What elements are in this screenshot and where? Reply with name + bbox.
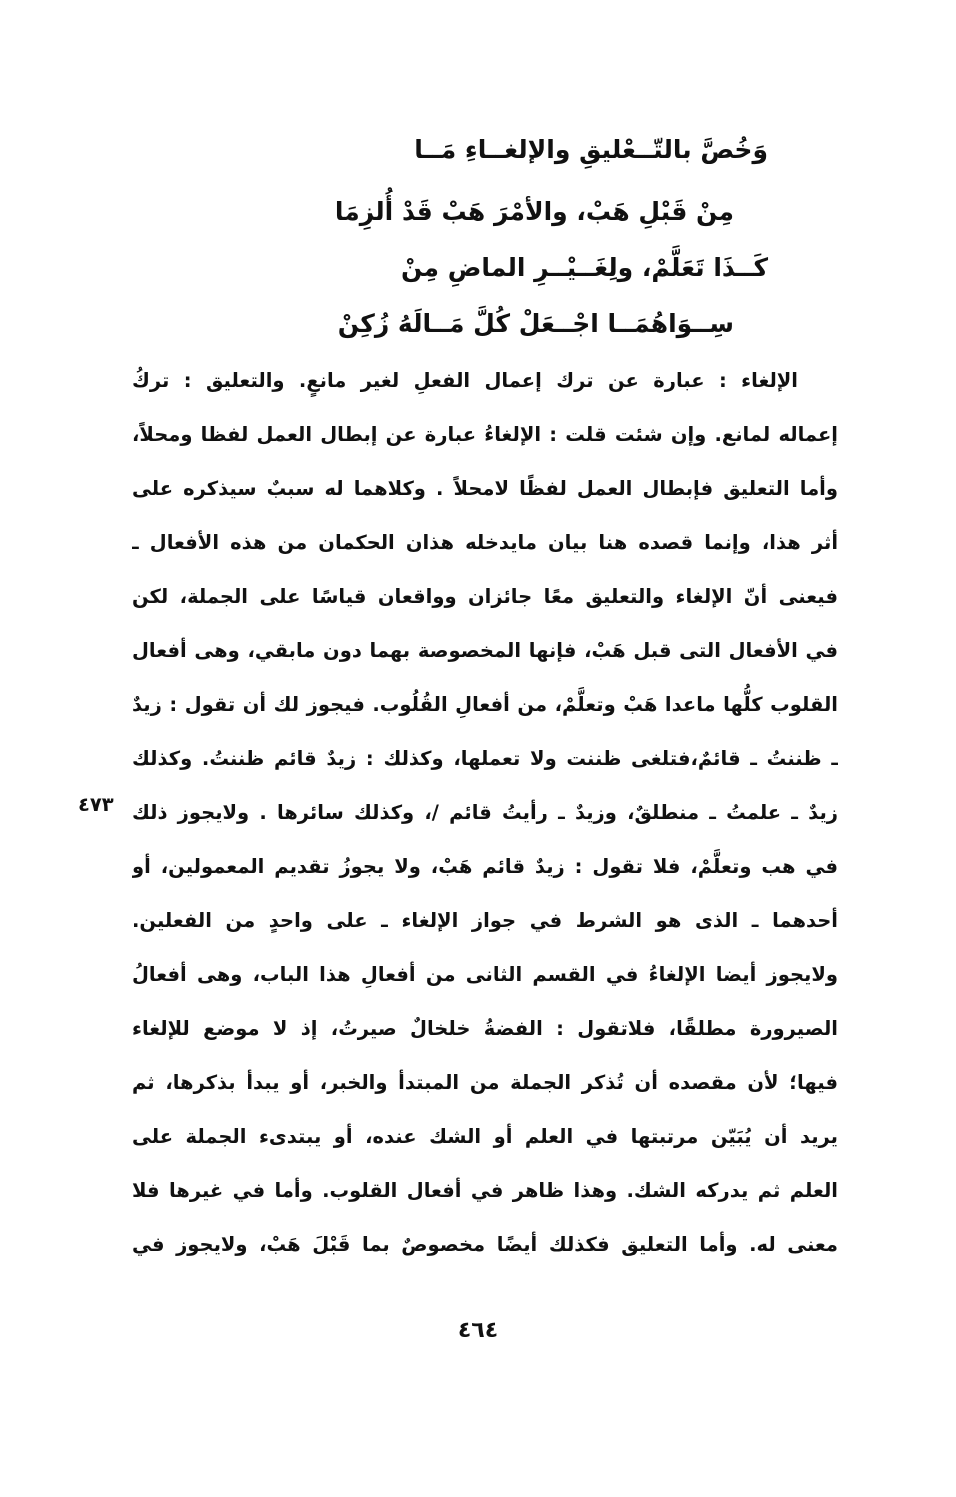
- prose-line: أحدهما ـ الذى هو الشرط في جواز الإلغاء ـ على واحدٍ من الفعلين.: [132, 909, 838, 932]
- prose-line: يريد أن يُبَيّن مرتبتها في العلم أو الشك عنده، أو يبتدىء الجملة على: [132, 1125, 838, 1148]
- prose-line: العلم ثم يدركه الشك. وهذا ظاهر في أفعال القلوب. وأما في غيرها فلا: [132, 1179, 838, 1202]
- prose-line: ـ ظننتُ ـ قائمٌ،فتلغى ظننت ولا تعملها، وكذلك : زيدٌ قائم ظننتُ. وكذلك: [132, 747, 838, 770]
- prose-line: أثر هذا، وإنما قصده هنا بيان مايدخله هذان الحكمان من هذه الأفعال ـ: [132, 531, 838, 554]
- prose-line: الإلغاء : عبارة عن ترك إعمال الفعلِ لغير مانعٍ. والتعليق : تركُ: [132, 369, 798, 392]
- prose-line: فيها؛ لأن مقصده أن تُذكر الجملة من المبتدأ والخبر، أو يبدأ بذكرها، ثم: [132, 1071, 838, 1094]
- margin-folio-number: ٤٧٣: [78, 793, 114, 816]
- prose-line: معنى له. وأما التعليق فكذلك أيضًا مخصوصٌ بما قَبْلَ هَبْ، ولايجوز في: [132, 1233, 838, 1256]
- prose-line: زيدٌ ـ علمتُ ـ منطلقٌ، وزيدٌ ـ رأيتُ قائم /، وكذلك سائرها . ولايجوز ذلك: [132, 801, 838, 824]
- verse-line-3: كَــذَا تَعَلَّمْ، ولِغَــيْــرِ الماضِ مِنْ: [401, 253, 768, 282]
- prose-line: الصيرورة مطلقًا، فلاتقول : الفضةُ خلخالٌ صيرتُ، إذ لا موضع للإلغاء: [132, 1017, 838, 1040]
- prose-line: وأما التعليق فإبطال العمل لفظًا لامحلاً . وكلاهما له سببٌ سيذكره على: [132, 477, 838, 500]
- prose-line: ولايجوز أيضا الإلغاءُ في القسم الثانى من أفعالِ هذا الباب، وهى أفعالُ: [132, 963, 838, 986]
- commentary-text: [132, 354, 838, 1272]
- prose-line: إعماله لمانع. وإن شئت قلت : الإلغاءُ عبارة عن إبطال العمل لفظا ومحلاً،: [132, 423, 838, 446]
- page-number: ٤٦٤: [457, 1318, 499, 1343]
- verse-line-2: مِنْ قَبْلِ هَبْ، والأمْرَ هَبْ قَدْ أُلزِمَا: [334, 197, 734, 226]
- prose-line: القلوب كلُّها ماعدا هَبْ وتعلَّمْ، من أفعالِ القُلُوب. فيجوز لك أن تقول : زيدٌ: [132, 693, 838, 716]
- prose-line: في هب وتعلَّمْ، فلا تقول : زيدٌ قائم هَبْ، ولا يجوزُ تقديم المعمولين، أو: [132, 855, 838, 878]
- verse-line-4: سِــوَاهُمَــا اجْــعَلْ كُلَّ مَــالَهُ زُكِنْ: [337, 309, 734, 338]
- prose-line: فيعنى أنّ الإلغاء والتعليق معًا جائزان وواقعان قياسًا على الجملة، لكن: [132, 585, 838, 608]
- prose-line: في الأفعال التى قبل هَبْ، فإنها المخصوصة بهما دون مابقي، وهى أفعال: [132, 639, 838, 662]
- verse-line-1: وَخُصَّ بالتّــعْليقِ والإلغــاءِ مَــا: [414, 135, 768, 164]
